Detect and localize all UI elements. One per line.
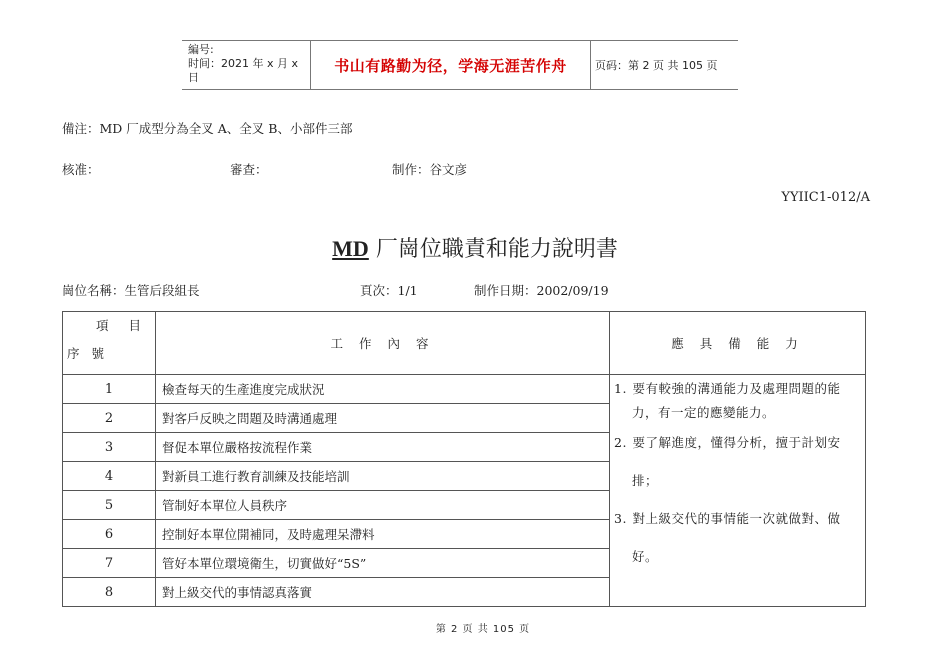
row-task: 檢查每天的生產進度完成狀況 <box>156 375 610 404</box>
row-number: 5 <box>63 491 156 520</box>
row-number: 4 <box>63 462 156 491</box>
make-date: 制作日期：2002/09/19 <box>474 283 609 298</box>
ability-text: 對上級交代的事情能一次就做對、做 <box>632 511 841 526</box>
header-motto-cell <box>311 41 591 89</box>
row-task: 對上級交代的事情認真落實 <box>156 578 610 607</box>
row-number: 8 <box>63 578 156 607</box>
abilities-cell <box>610 375 866 607</box>
row-task: 督促本單位嚴格按流程作業 <box>156 433 610 462</box>
ability-item-cont: 排； <box>632 473 659 488</box>
code-label: 編号: <box>188 43 214 56</box>
approve-label: 核准： <box>62 162 100 177</box>
ability-item <box>614 377 861 401</box>
document-code: YYIIC1-012/A <box>781 190 870 205</box>
row-number: 7 <box>63 549 156 578</box>
page-header <box>182 40 738 90</box>
table-row <box>63 375 866 404</box>
ability-number: 3. <box>614 511 627 526</box>
ability-number: 2. <box>614 435 627 450</box>
ability-item <box>614 507 861 531</box>
row-number: 3 <box>63 433 156 462</box>
maker-label: 制作：谷文彦 <box>392 162 468 177</box>
ability-item-cont: 力，有一定的應變能力。 <box>632 405 776 420</box>
row-task: 管制好本單位人員秩序 <box>156 491 610 520</box>
header-item-seq <box>63 312 156 375</box>
header-ability: 應 具 備 能 力 <box>610 312 866 375</box>
table-header-row <box>63 312 866 375</box>
ability-item <box>614 431 861 455</box>
time-label: 时间：2021 年 x 月 x 日 <box>188 57 298 84</box>
page-title <box>0 232 950 263</box>
row-task: 控制好本單位開補同，及時處理呆滯料 <box>156 520 610 549</box>
ability-number: 1. <box>614 381 627 396</box>
header-info-cell <box>182 41 311 89</box>
page-count: 頁次：1/1 <box>360 283 418 298</box>
position-name: 崗位名稱：生管后段組長 <box>62 283 200 298</box>
page-footer: 第 2 页 共 105 页 <box>435 624 531 635</box>
header-seq: 序 號 <box>67 346 108 361</box>
header-work: 工 作 內 容 <box>156 312 610 375</box>
row-task: 對新員工進行教育訓練及技能培訓 <box>156 462 610 491</box>
row-task: 管好本單位環境衛生，切實做好“5S” <box>156 549 610 578</box>
duties-table <box>62 311 866 607</box>
ability-text: 要了解進度，懂得分析，擅于計划安 <box>632 435 841 450</box>
row-number: 2 <box>63 404 156 433</box>
motto-text: 书山有路勤为径，学海无涯苦作舟 <box>334 56 567 75</box>
row-number: 1 <box>63 375 156 404</box>
title-rest: 厂崗位職責和能力說明書 <box>368 237 618 262</box>
header-page-cell <box>591 41 742 89</box>
title-prefix: MD <box>332 236 369 261</box>
row-number: 6 <box>63 520 156 549</box>
review-label: 審查： <box>230 162 268 177</box>
note-text: 備注：MD 厂成型分為全叉 A、全叉 B、小部件三部 <box>62 121 353 136</box>
header-item: 項 目 <box>96 318 149 333</box>
row-task: 對客戶反映之問題及時溝通處理 <box>156 404 610 433</box>
page-info: 页码：第 2 页 共 105 页 <box>595 59 718 72</box>
ability-item-cont: 好。 <box>632 549 659 564</box>
ability-text: 要有較強的溝通能力及處理問題的能 <box>632 381 841 396</box>
